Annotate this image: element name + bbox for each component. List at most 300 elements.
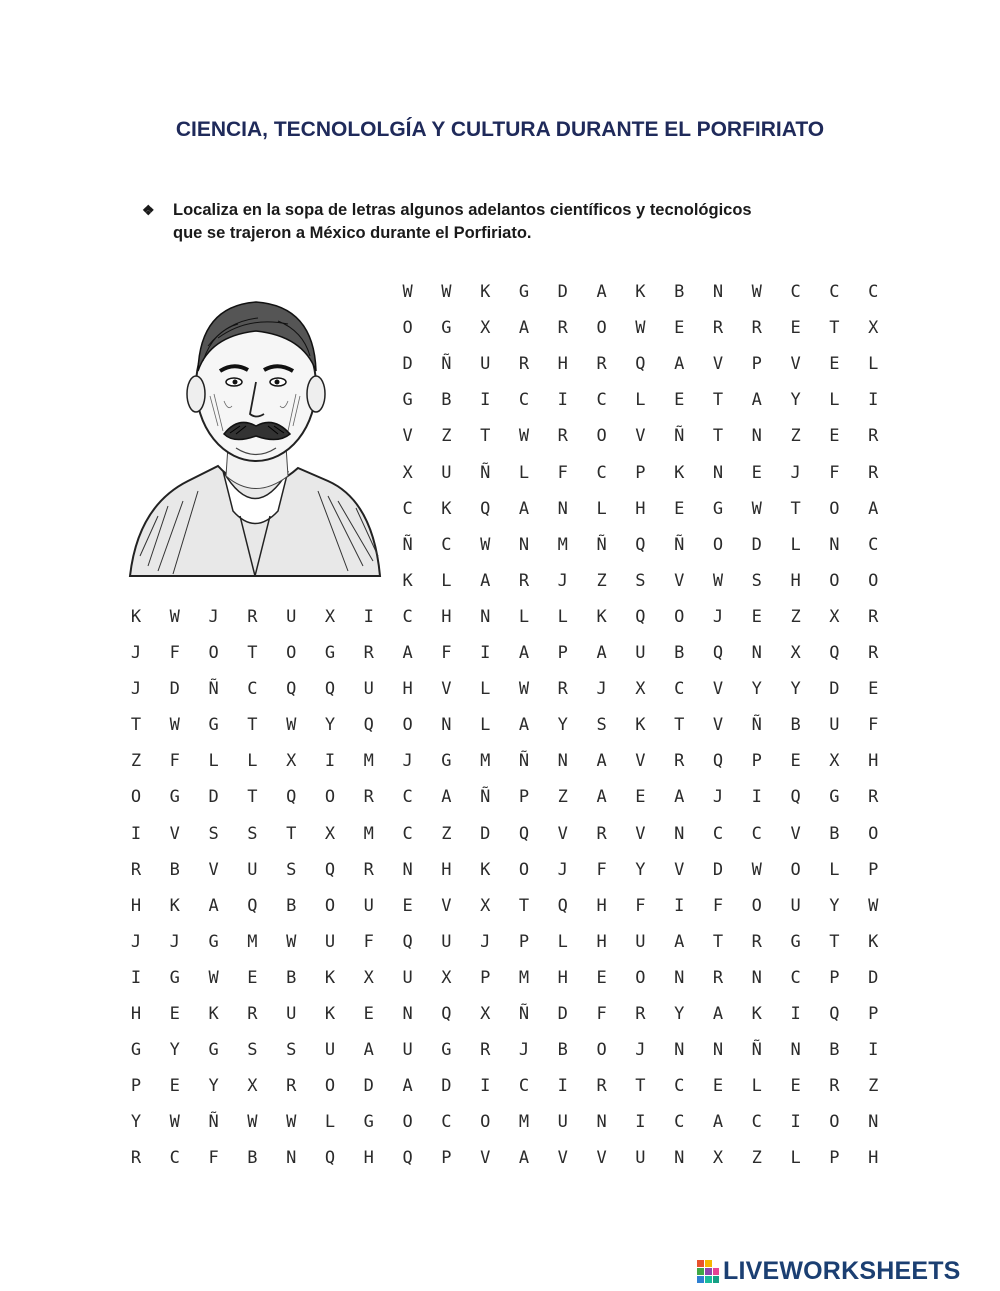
grid-letter[interactable]: R: [247, 1004, 258, 1024]
grid-letter[interactable]: N: [751, 426, 762, 447]
grid-letter[interactable]: C: [751, 823, 762, 844]
grid-letter[interactable]: R: [557, 426, 568, 447]
grid-letter[interactable]: C: [402, 823, 413, 844]
grid-letter[interactable]: R: [712, 967, 724, 988]
grid-letter[interactable]: U: [402, 1040, 413, 1061]
grid-letter[interactable]: F: [635, 895, 646, 916]
grid-letter[interactable]: W: [169, 1112, 180, 1133]
grid-letter[interactable]: R: [829, 1076, 840, 1097]
grid-letter[interactable]: T: [674, 715, 685, 736]
grid-letter[interactable]: Z: [441, 823, 452, 844]
grid-letter[interactable]: I: [635, 1112, 646, 1133]
grid-letter[interactable]: P: [441, 1148, 452, 1169]
grid-letter[interactable]: X: [247, 1076, 258, 1097]
grid-letter[interactable]: Y: [169, 1040, 180, 1061]
grid-letter[interactable]: L: [247, 751, 258, 772]
grid-letter[interactable]: D: [480, 823, 491, 844]
grid-letter[interactable]: N: [712, 282, 724, 302]
grid-letter[interactable]: U: [363, 895, 374, 916]
grid-letter[interactable]: F: [868, 715, 879, 736]
grid-letter[interactable]: S: [751, 570, 762, 591]
grid-letter[interactable]: T: [247, 643, 258, 663]
grid-letter[interactable]: C: [868, 282, 879, 302]
grid-letter[interactable]: F: [829, 462, 840, 483]
grid-letter[interactable]: N: [402, 1004, 413, 1024]
grid-letter[interactable]: T: [247, 787, 258, 808]
grid-letter[interactable]: X: [829, 606, 840, 627]
grid-letter[interactable]: P: [829, 967, 840, 988]
grid-letter[interactable]: R: [363, 787, 374, 808]
grid-letter[interactable]: V: [712, 354, 724, 375]
grid-letter[interactable]: Ñ: [674, 426, 685, 447]
grid-letter[interactable]: D: [363, 1076, 374, 1097]
grid-letter[interactable]: N: [674, 1148, 685, 1169]
grid-letter[interactable]: X: [635, 679, 646, 700]
grid-letter[interactable]: G: [363, 1112, 374, 1133]
grid-letter[interactable]: O: [324, 787, 336, 808]
grid-letter[interactable]: A: [518, 715, 530, 736]
grid-letter[interactable]: L: [829, 859, 840, 880]
grid-letter[interactable]: O: [402, 1112, 413, 1133]
grid-letter[interactable]: Q: [402, 1148, 413, 1169]
grid-letter[interactable]: A: [518, 498, 530, 519]
grid-letter[interactable]: P: [868, 859, 879, 880]
grid-letter[interactable]: K: [635, 715, 646, 736]
grid-letter[interactable]: Ñ: [402, 534, 413, 555]
grid-letter[interactable]: X: [441, 967, 452, 988]
grid-letter[interactable]: J: [208, 606, 219, 627]
grid-letter[interactable]: W: [169, 715, 180, 736]
grid-letter[interactable]: R: [518, 354, 530, 375]
grid-letter[interactable]: C: [790, 282, 801, 302]
grid-letter[interactable]: Q: [286, 787, 297, 808]
grid-letter[interactable]: P: [130, 1076, 142, 1097]
grid-letter[interactable]: P: [868, 1004, 879, 1024]
grid-letter[interactable]: I: [868, 1040, 879, 1061]
grid-letter[interactable]: Q: [790, 787, 801, 808]
grid-letter[interactable]: B: [286, 895, 297, 916]
grid-letter[interactable]: K: [674, 462, 685, 483]
grid-letter[interactable]: U: [363, 679, 374, 700]
grid-letter[interactable]: G: [208, 931, 219, 952]
grid-letter[interactable]: V: [712, 715, 724, 736]
grid-letter[interactable]: U: [286, 1004, 297, 1024]
grid-letter[interactable]: S: [596, 715, 607, 736]
grid-letter[interactable]: O: [829, 570, 840, 591]
grid-letter[interactable]: B: [169, 859, 180, 880]
grid-letter[interactable]: W: [751, 282, 762, 302]
grid-letter[interactable]: E: [829, 426, 840, 447]
grid-letter[interactable]: T: [712, 931, 724, 952]
grid-letter[interactable]: G: [829, 787, 840, 808]
grid-letter[interactable]: K: [169, 895, 180, 916]
grid-letter[interactable]: Ñ: [596, 534, 607, 555]
grid-letter[interactable]: H: [441, 606, 452, 627]
grid-letter[interactable]: W: [751, 498, 762, 519]
grid-letter[interactable]: G: [441, 318, 452, 339]
grid-letter[interactable]: X: [480, 1004, 491, 1024]
grid-letter[interactable]: Q: [635, 534, 646, 555]
grid-letter[interactable]: R: [868, 426, 879, 447]
grid-letter[interactable]: D: [829, 679, 840, 700]
grid-letter[interactable]: W: [286, 931, 297, 952]
grid-letter[interactable]: O: [324, 1076, 336, 1097]
grid-letter[interactable]: O: [402, 318, 413, 339]
grid-letter[interactable]: Y: [829, 895, 840, 916]
grid-letter[interactable]: D: [557, 282, 568, 302]
grid-letter[interactable]: A: [712, 1112, 724, 1133]
grid-letter[interactable]: Ñ: [208, 679, 219, 700]
grid-letter[interactable]: W: [868, 895, 879, 916]
grid-letter[interactable]: W: [518, 679, 530, 700]
grid-letter[interactable]: O: [790, 859, 801, 880]
grid-letter[interactable]: W: [751, 859, 762, 880]
grid-letter[interactable]: Ñ: [208, 1112, 219, 1133]
grid-letter[interactable]: R: [286, 1076, 297, 1097]
grid-letter[interactable]: A: [596, 787, 607, 808]
grid-letter[interactable]: S: [247, 1040, 258, 1061]
grid-letter[interactable]: U: [402, 967, 413, 988]
grid-letter[interactable]: O: [712, 534, 724, 555]
grid-letter[interactable]: T: [518, 895, 530, 916]
grid-letter[interactable]: I: [480, 1076, 491, 1097]
grid-letter[interactable]: Z: [790, 426, 801, 447]
grid-letter[interactable]: C: [402, 606, 413, 627]
grid-letter[interactable]: K: [635, 282, 646, 302]
grid-letter[interactable]: T: [790, 498, 801, 519]
grid-letter[interactable]: C: [596, 390, 607, 411]
grid-letter[interactable]: R: [868, 462, 879, 483]
grid-letter[interactable]: Q: [363, 715, 374, 736]
grid-letter[interactable]: W: [635, 318, 646, 339]
grid-letter[interactable]: E: [751, 462, 762, 483]
grid-letter[interactable]: T: [712, 426, 724, 447]
grid-letter[interactable]: E: [712, 1076, 724, 1097]
grid-letter[interactable]: L: [635, 390, 646, 411]
grid-letter[interactable]: L: [324, 1112, 336, 1133]
grid-letter[interactable]: Y: [790, 679, 801, 700]
grid-letter[interactable]: I: [480, 390, 491, 411]
grid-letter[interactable]: J: [790, 462, 801, 483]
grid-letter[interactable]: N: [557, 498, 568, 519]
grid-letter[interactable]: L: [441, 570, 452, 591]
grid-letter[interactable]: G: [169, 787, 180, 808]
grid-letter[interactable]: G: [208, 1040, 219, 1061]
grid-letter[interactable]: X: [480, 318, 491, 339]
grid-letter[interactable]: Q: [635, 606, 646, 627]
grid-letter[interactable]: R: [868, 787, 879, 808]
grid-letter[interactable]: A: [712, 1004, 724, 1024]
grid-letter[interactable]: D: [557, 1004, 568, 1024]
grid-letter[interactable]: A: [402, 643, 413, 663]
grid-letter[interactable]: J: [130, 931, 142, 952]
grid-letter[interactable]: L: [557, 606, 568, 627]
grid-letter[interactable]: W: [169, 606, 180, 627]
grid-letter[interactable]: D: [208, 787, 219, 808]
grid-letter[interactable]: N: [674, 1040, 685, 1061]
grid-letter[interactable]: E: [402, 895, 413, 916]
grid-letter[interactable]: L: [518, 606, 530, 627]
grid-letter[interactable]: Y: [635, 859, 646, 880]
grid-letter[interactable]: S: [247, 823, 258, 844]
grid-letter[interactable]: M: [518, 1112, 530, 1133]
grid-letter[interactable]: B: [790, 715, 801, 736]
grid-letter[interactable]: Q: [402, 931, 413, 952]
grid-letter[interactable]: N: [286, 1148, 297, 1169]
grid-letter[interactable]: N: [557, 751, 568, 772]
grid-letter[interactable]: F: [596, 1004, 607, 1024]
grid-letter[interactable]: C: [674, 1076, 685, 1097]
grid-letter[interactable]: G: [441, 1040, 452, 1061]
grid-letter[interactable]: K: [324, 967, 336, 988]
grid-letter[interactable]: U: [286, 606, 297, 627]
grid-letter[interactable]: F: [208, 1148, 219, 1169]
grid-letter[interactable]: E: [674, 390, 685, 411]
grid-letter[interactable]: E: [790, 318, 801, 339]
grid-letter[interactable]: U: [557, 1112, 568, 1133]
grid-letter[interactable]: P: [480, 967, 491, 988]
grid-letter[interactable]: E: [247, 967, 258, 988]
grid-letter[interactable]: R: [596, 354, 607, 375]
grid-letter[interactable]: A: [363, 1040, 374, 1061]
grid-letter[interactable]: G: [712, 498, 724, 519]
grid-letter[interactable]: R: [868, 643, 879, 663]
grid-letter[interactable]: Q: [557, 895, 568, 916]
grid-letter[interactable]: P: [751, 751, 762, 772]
grid-letter[interactable]: S: [635, 570, 646, 591]
grid-letter[interactable]: N: [751, 643, 762, 663]
grid-letter[interactable]: J: [518, 1040, 530, 1061]
grid-letter[interactable]: A: [596, 643, 607, 663]
grid-letter[interactable]: F: [363, 931, 374, 952]
grid-letter[interactable]: K: [868, 931, 879, 952]
grid-letter[interactable]: Z: [441, 426, 452, 447]
grid-letter[interactable]: T: [480, 426, 491, 447]
grid-letter[interactable]: Y: [557, 715, 568, 736]
grid-letter[interactable]: J: [480, 931, 491, 952]
grid-letter[interactable]: V: [790, 823, 801, 844]
grid-letter[interactable]: V: [596, 1148, 607, 1169]
grid-letter[interactable]: L: [208, 751, 219, 772]
grid-letter[interactable]: Ñ: [674, 534, 685, 555]
grid-letter[interactable]: A: [518, 1148, 530, 1169]
grid-letter[interactable]: C: [674, 679, 685, 700]
grid-letter[interactable]: V: [635, 823, 646, 844]
grid-letter[interactable]: C: [518, 1076, 530, 1097]
grid-letter[interactable]: M: [363, 823, 374, 844]
grid-letter[interactable]: E: [790, 751, 801, 772]
grid-letter[interactable]: Q: [286, 679, 297, 700]
grid-letter[interactable]: O: [596, 1040, 607, 1061]
grid-letter[interactable]: H: [363, 1148, 374, 1169]
grid-letter[interactable]: Ñ: [480, 462, 491, 483]
grid-letter[interactable]: G: [790, 931, 801, 952]
grid-letter[interactable]: H: [868, 1148, 879, 1169]
grid-letter[interactable]: U: [829, 715, 840, 736]
grid-letter[interactable]: L: [480, 715, 491, 736]
grid-letter[interactable]: V: [169, 823, 180, 844]
grid-letter[interactable]: X: [829, 751, 840, 772]
grid-letter[interactable]: R: [557, 679, 568, 700]
grid-letter[interactable]: J: [169, 931, 180, 952]
grid-letter[interactable]: C: [402, 787, 413, 808]
grid-letter[interactable]: I: [751, 787, 762, 808]
grid-letter[interactable]: O: [130, 787, 142, 808]
grid-letter[interactable]: J: [557, 570, 568, 591]
grid-letter[interactable]: J: [402, 751, 413, 772]
grid-letter[interactable]: A: [441, 787, 452, 808]
grid-letter[interactable]: K: [130, 606, 142, 627]
grid-letter[interactable]: X: [324, 606, 336, 627]
grid-letter[interactable]: C: [674, 1112, 685, 1133]
grid-letter[interactable]: D: [402, 354, 413, 375]
grid-letter[interactable]: J: [130, 679, 142, 700]
grid-letter[interactable]: A: [596, 751, 607, 772]
grid-letter[interactable]: A: [751, 390, 762, 411]
grid-letter[interactable]: U: [635, 643, 646, 663]
grid-letter[interactable]: B: [286, 967, 297, 988]
grid-letter[interactable]: Z: [751, 1148, 762, 1169]
grid-letter[interactable]: C: [518, 390, 530, 411]
grid-letter[interactable]: K: [480, 859, 491, 880]
grid-letter[interactable]: L: [790, 534, 801, 555]
grid-letter[interactable]: A: [674, 354, 685, 375]
grid-letter[interactable]: Q: [829, 1004, 840, 1024]
grid-letter[interactable]: Q: [324, 679, 336, 700]
grid-letter[interactable]: X: [363, 967, 374, 988]
grid-letter[interactable]: I: [324, 751, 336, 772]
grid-letter[interactable]: M: [480, 751, 491, 772]
grid-letter[interactable]: D: [868, 967, 879, 988]
grid-letter[interactable]: F: [557, 462, 568, 483]
grid-letter[interactable]: C: [829, 282, 840, 302]
grid-letter[interactable]: I: [363, 606, 374, 627]
grid-letter[interactable]: N: [402, 859, 413, 880]
grid-letter[interactable]: U: [635, 1148, 646, 1169]
grid-letter[interactable]: L: [480, 679, 491, 700]
grid-letter[interactable]: O: [674, 606, 685, 627]
grid-letter[interactable]: Q: [712, 751, 724, 772]
grid-letter[interactable]: Ñ: [751, 715, 762, 736]
grid-letter[interactable]: Z: [557, 787, 568, 808]
grid-letter[interactable]: C: [790, 967, 801, 988]
grid-letter[interactable]: X: [868, 318, 879, 339]
grid-letter[interactable]: K: [402, 570, 413, 591]
grid-letter[interactable]: R: [557, 318, 568, 339]
grid-letter[interactable]: V: [480, 1148, 491, 1169]
grid-letter[interactable]: A: [674, 787, 685, 808]
grid-letter[interactable]: P: [829, 1148, 840, 1169]
grid-letter[interactable]: Y: [130, 1112, 142, 1133]
grid-letter[interactable]: V: [557, 823, 568, 844]
grid-letter[interactable]: Ñ: [480, 787, 491, 808]
grid-letter[interactable]: F: [441, 643, 452, 663]
grid-letter[interactable]: R: [868, 606, 879, 627]
grid-letter[interactable]: E: [169, 1076, 180, 1097]
grid-letter[interactable]: I: [557, 390, 568, 411]
grid-letter[interactable]: V: [674, 570, 685, 591]
grid-letter[interactable]: K: [208, 1004, 219, 1024]
grid-letter[interactable]: C: [441, 1112, 452, 1133]
grid-letter[interactable]: T: [247, 715, 258, 736]
grid-letter[interactable]: L: [790, 1148, 801, 1169]
grid-letter[interactable]: T: [635, 1076, 646, 1097]
grid-letter[interactable]: V: [208, 859, 219, 880]
grid-letter[interactable]: E: [790, 1076, 801, 1097]
grid-letter[interactable]: U: [635, 931, 646, 952]
grid-letter[interactable]: H: [635, 498, 646, 519]
grid-letter[interactable]: W: [247, 1112, 258, 1133]
grid-letter[interactable]: H: [557, 967, 568, 988]
grid-letter[interactable]: Q: [324, 1148, 336, 1169]
grid-letter[interactable]: F: [712, 895, 724, 916]
grid-letter[interactable]: V: [635, 426, 646, 447]
grid-letter[interactable]: Z: [130, 751, 142, 772]
grid-letter[interactable]: F: [596, 859, 607, 880]
grid-letter[interactable]: Ñ: [518, 751, 530, 772]
grid-letter[interactable]: X: [324, 823, 336, 844]
grid-letter[interactable]: N: [751, 967, 762, 988]
grid-letter[interactable]: E: [635, 787, 646, 808]
grid-letter[interactable]: E: [829, 354, 840, 375]
grid-letter[interactable]: D: [751, 534, 762, 555]
grid-letter[interactable]: C: [751, 1112, 762, 1133]
grid-letter[interactable]: H: [441, 859, 452, 880]
grid-letter[interactable]: R: [130, 859, 142, 880]
grid-letter[interactable]: H: [130, 1004, 142, 1024]
grid-letter[interactable]: J: [596, 679, 607, 700]
grid-letter[interactable]: Y: [790, 390, 801, 411]
grid-letter[interactable]: R: [247, 606, 258, 627]
grid-letter[interactable]: N: [596, 1112, 607, 1133]
grid-letter[interactable]: J: [557, 859, 568, 880]
grid-letter[interactable]: O: [402, 715, 413, 736]
grid-letter[interactable]: W: [286, 715, 297, 736]
grid-letter[interactable]: A: [674, 931, 685, 952]
grid-letter[interactable]: E: [674, 318, 685, 339]
grid-letter[interactable]: Y: [751, 679, 762, 700]
grid-letter[interactable]: B: [829, 823, 840, 844]
grid-letter[interactable]: A: [518, 318, 530, 339]
grid-letter[interactable]: V: [674, 859, 685, 880]
grid-letter[interactable]: T: [130, 715, 142, 736]
grid-letter[interactable]: G: [169, 967, 180, 988]
grid-letter[interactable]: J: [712, 787, 724, 808]
grid-letter[interactable]: O: [868, 570, 879, 591]
grid-letter[interactable]: R: [363, 643, 374, 663]
grid-letter[interactable]: G: [402, 390, 413, 411]
grid-letter[interactable]: I: [130, 967, 142, 988]
grid-letter[interactable]: H: [596, 931, 607, 952]
grid-letter[interactable]: R: [130, 1148, 142, 1169]
grid-letter[interactable]: R: [480, 1040, 491, 1061]
grid-letter[interactable]: K: [596, 606, 607, 627]
grid-letter[interactable]: Q: [324, 859, 336, 880]
grid-letter[interactable]: L: [868, 354, 879, 375]
grid-letter[interactable]: H: [557, 354, 568, 375]
grid-letter[interactable]: R: [712, 318, 724, 339]
grid-letter[interactable]: D: [712, 859, 724, 880]
grid-letter[interactable]: W: [286, 1112, 297, 1133]
grid-letter[interactable]: B: [674, 643, 685, 663]
grid-letter[interactable]: O: [208, 643, 219, 663]
grid-letter[interactable]: V: [635, 751, 646, 772]
grid-letter[interactable]: I: [130, 823, 142, 844]
grid-letter[interactable]: O: [829, 498, 840, 519]
grid-letter[interactable]: C: [441, 534, 452, 555]
grid-letter[interactable]: Q: [480, 498, 491, 519]
grid-letter[interactable]: X: [286, 751, 297, 772]
